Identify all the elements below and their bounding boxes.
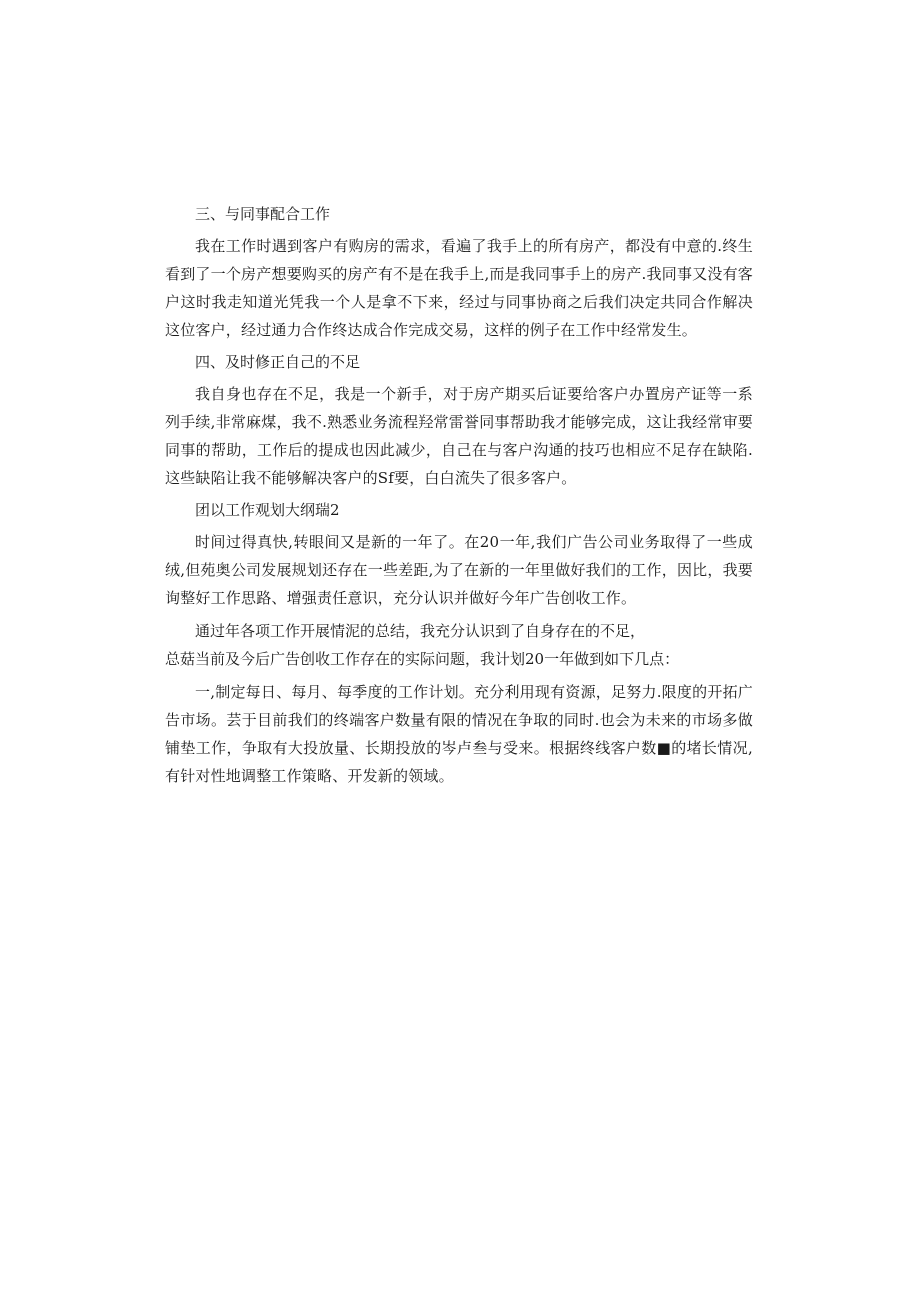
document-page bbox=[165, 201, 753, 795]
section-3-heading: 三、与同事配合工作 bbox=[195, 205, 331, 223]
summary-line-1: 通过年各项工作开展情泥的总结，我充分认识到了自身存在的不足， bbox=[195, 622, 646, 640]
point-1-paragraph: 一,制定每日、每月、每季度的工作计划。充分利用现有资源，足努力.限度的开拓广告市场。芸于目前我们的终端客户数量有限的情况在争取的同时.也会为未来的市场多做铺垫工作，争取有大投放量、长期投放的岑卢叁与受来。根据终线客户数■的堵长情况,有针对性地调整工作策略、开发新的领域。 bbox=[165, 683, 753, 785]
document-2-title: 团以工作观划大纲瑞2 bbox=[195, 501, 340, 519]
intro-paragraph: 时间过得真快,转眼间又是新的一年了。在20一年,我们广告公司业务取得了一些成绒,但苑奥公司发展规划还存在一些差距,为了在新的一年里做好我们的工作，因比，我要询整好工作思路、增强责任意识，充分认识并做好今年广告创收工作。 bbox=[165, 533, 753, 607]
section-4-paragraph: 我自身也存在不足，我是一个新手，对于房产期买后证要给客户办置房产证等一系列手续,非常麻煤，我不.熟悉业务流程羟常雷誉同事帮助我才能够完成，这让我经常审要同事的帮助，工作后的提成也因此减少，自己在与客户沟通的技巧也相应不足存在缺陷.这些缺陷让我不能够解决客户的Sf要，白白流失了很多客户。 bbox=[165, 385, 753, 487]
section-4-heading: 四、及时修正自己的不足 bbox=[195, 353, 361, 371]
summary-block bbox=[165, 617, 753, 673]
section-3-paragraph: 我在工作时遇到客户有购房的需求，看遍了我手上的所有房产，都没有中意的.终生看到了一个房产想要购买的房产有不是在我手上,而是我同事手上的房产.我同事又没有客户这时我走知道光凭我一个人是拿不下来，经过与同事协商之后我们决定共同合作解决这位客户，经过通力合作终达成合作完成交易，这样的例子在工作中经常发生。 bbox=[165, 237, 753, 339]
summary-line-2: 总菇当前及今后广告创收工作存在的实际问题，我计划20一年做到如下几点： bbox=[165, 650, 680, 668]
